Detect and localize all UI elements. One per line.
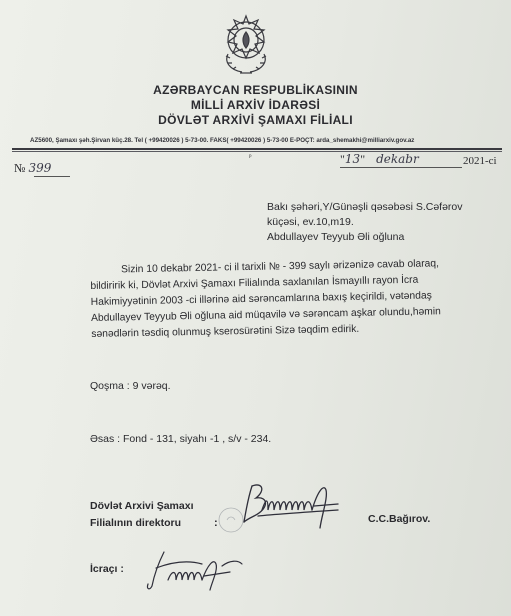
body-line: Hakimiyyətinin 2003 -ci illərinə aid sərəncamlarına baxış keçirildi, vətəndaş [90,290,432,308]
attachment-note: Qoşma : 9 vərəq. [90,380,171,392]
executor-label: İcraçı : [90,563,124,575]
reference-number-prefix: № [14,161,26,175]
signatory-title-line: Dövlət Arxivi Şamaxı [90,500,194,512]
reference-number-value: 399 [28,161,52,175]
date-month: dekabr [376,152,419,166]
letterhead-agency: MİLLİ ARXİV İDARƏSİ [190,98,321,112]
body-line: Sizin 10 dekabr 2021- ci il tarixli № - 399 saylı ərizənizə cavab olaraq, [121,258,440,276]
signatory-title [90,498,194,532]
date-quote-close: " [360,152,366,166]
header-divider-thin [12,151,502,152]
recipient-address [267,200,497,245]
reference-date [340,152,419,167]
letterhead-contact: AZ5600, Şamaxı şəh.Şirvan küç.28. Tel ( +99420026 ) 5-73-00. FAKS( +99420026 ) 5-73-00 E-POÇT: arda_shemakhi@milliarxiv.gov.az [30,137,415,144]
date-day: 13 [344,152,361,166]
letterhead-branch: DÖVLƏT ARXİVİ ŞAMAXI FİLİALI [158,113,353,127]
recipient-name: Abdullayev Teyyub Əli oğluna [267,231,405,243]
body-line: bildiririk ki, Dövlət Arxivi Şamaxı Filialında saxlanılan İsmayıllı rayon İcra [90,274,419,292]
recipient-line: küçəsi, ev.10,m19. [267,216,354,228]
letter-body [90,255,491,343]
body-line: sənədlərin təsdiq olunmuş kserosürətini Sizə təqdim edirik. [91,323,360,340]
reference-number [14,161,51,176]
date-quote-open: " [340,152,345,166]
signatory-colon: : [214,517,218,529]
date-underline [340,167,462,168]
signatory-title-line: Filialının direktoru [90,517,182,529]
body-line: Abdullayev Teyyub Əli oğluna aid müqavilə və sərəncam aşkar olundu,həmin [90,306,441,324]
recipient-line: Bakı şəhəri,Y/Günəşli qəsəbəsi S.Cəfərov [267,201,463,213]
basis-note: Əsas : Fond - 131, siyahı -1 , s/v - 234. [90,433,272,445]
executor-signature [142,546,252,592]
date-year: 2021-ci [463,155,497,167]
signatory-name: C.C.Bağırov. [368,513,431,525]
letterhead-country: AZƏRBAYCAN RESPUBLİKASININ [153,83,358,97]
reference-underline [34,176,70,177]
header-divider [12,148,502,150]
handwritten-signature [228,476,352,534]
state-emblem-icon [214,10,278,78]
header-ornament: ᵖ [249,152,252,161]
